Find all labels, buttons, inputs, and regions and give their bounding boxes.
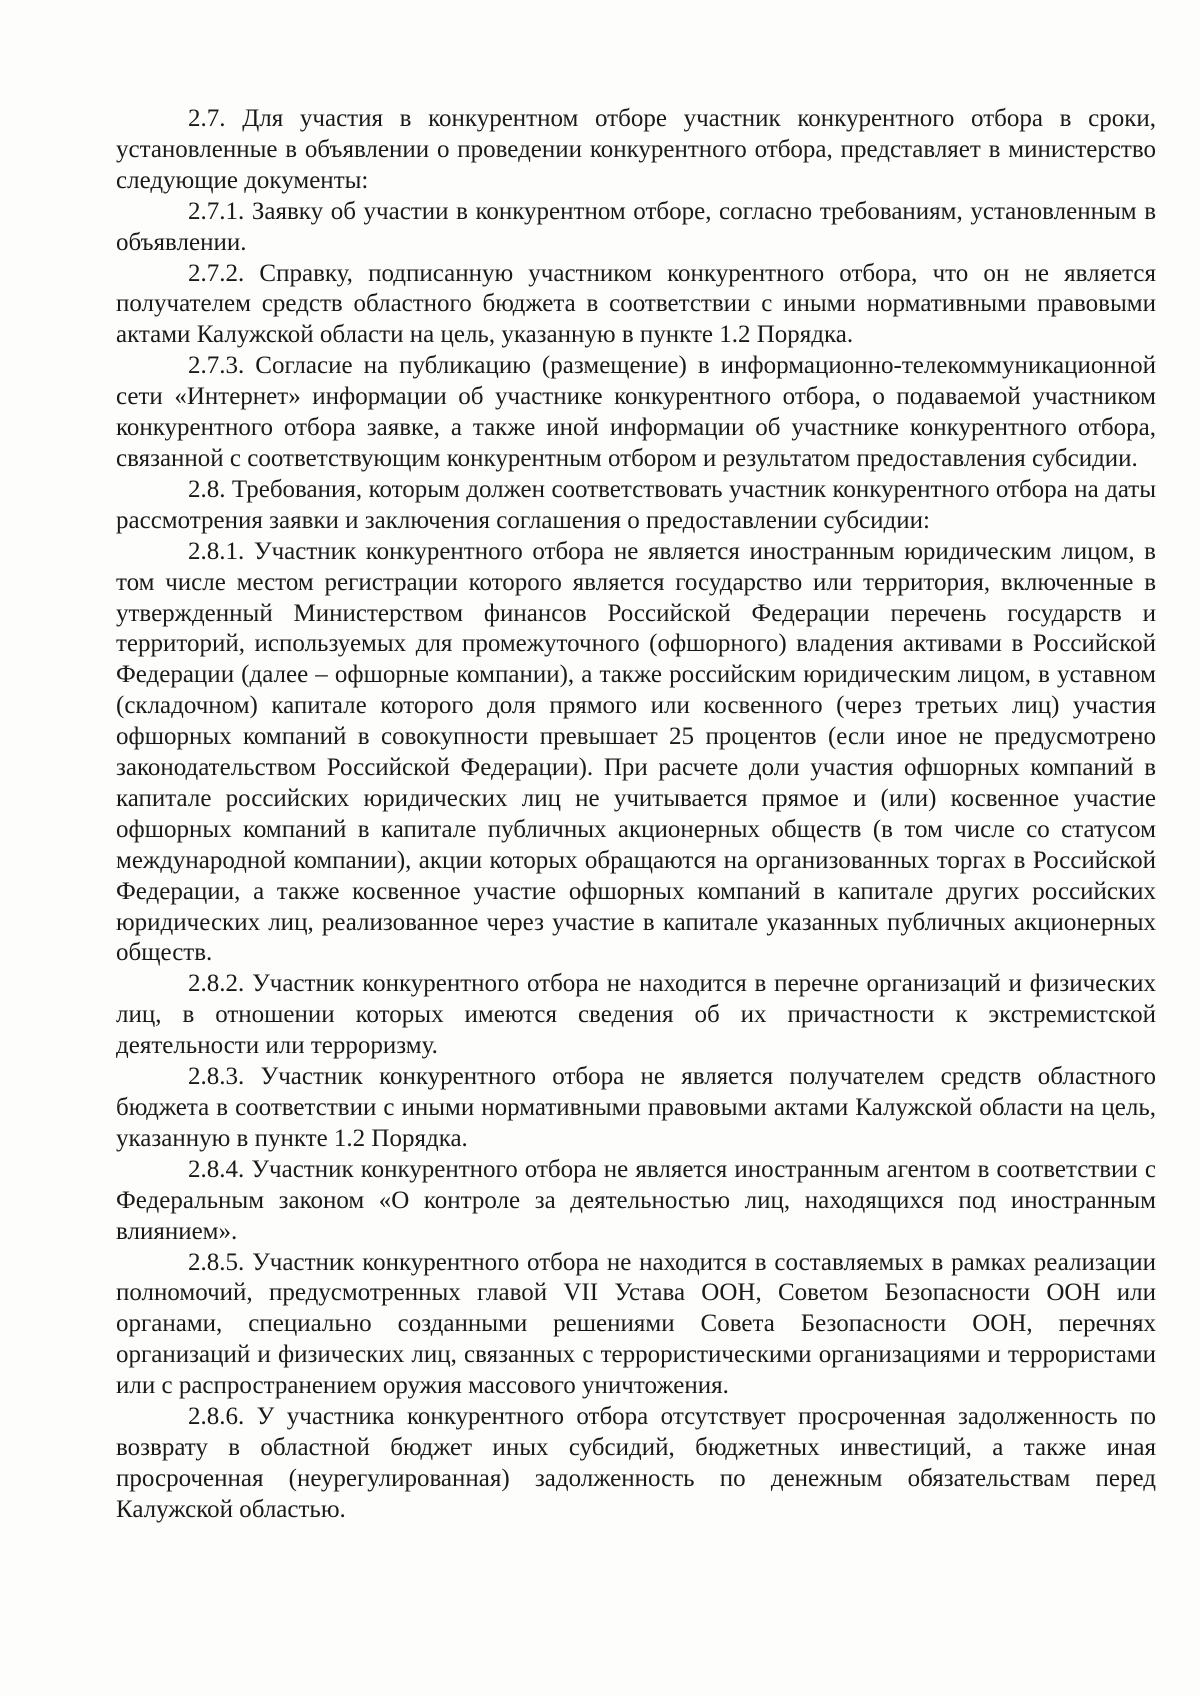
paragraph-2-8-1: 2.8.1. Участник конкурентного отбора не является иностранным юридическим лицом, в том числе местом регистрации которого является государство или территория, включенные в утвержденный Министерством финансов Российской Федерации перечень государств и территорий, используемых для промежуточного (офшорного) владения активами в Российской Федерации (далее – офшорные компании), а также российским юридическим лицом, в уставном (складочном) капитале которого доля прямого или косвенного (через третьих лиц) участия офшорных компаний в совокупности превышает 25 процентов (если иное не предусмотрено законодательством Российской Федерации). При расчете доли участия офшорных компаний в капитале российских юридических лиц не учитывается прямое и (или) косвенное участие офшорных компаний в капитале публичных акционерных обществ (в том числе со статусом международной компании), акции которых обращаются на организованных торгах в Российской Федерации, а также косвенное участие офшорных компаний в капитале других российских юридических лиц, реализованное через участие в капитале указанных публичных акционерных обществ. bbox=[116, 537, 1156, 967]
paragraph-2-7-1: 2.7.1. Заявку об участии в конкурентном отборе, согласно требованиям, установленным в объявлении. bbox=[116, 197, 1156, 256]
paragraph-2-7-3: 2.7.3. Согласие на публикацию (размещение) в информационно-телекоммуникационной сети «Интернет» информации об участнике конкурентного отбора, о подаваемой участником конкурентного отбора заявке, а также иной информации об участнике конкурентного отбора, связанной с соответствующим конкурентным отбором и результатом предоставления субсидии. bbox=[116, 352, 1156, 472]
paragraph-2-8-3: 2.8.3. Участник конкурентного отбора не является получателем средств областного бюджета в соответствии с иными нормативными правовыми актами Калужской области на цель, указанную в пункте 1.2 Порядка. bbox=[116, 1063, 1156, 1152]
paragraph-2-8: 2.8. Требования, которым должен соответствовать участник конкурентного отбора на даты рассмотрения заявки и заключения соглашения о предоставлении субсидии: bbox=[116, 475, 1156, 534]
paragraph-2-7: 2.7. Для участия в конкурентном отборе участник конкурентного отбора в сроки, установленные в объявлении о проведении конкурентного отбора, представляет в министерство следующие документы: bbox=[116, 105, 1156, 194]
paragraph-2-8-5: 2.8.5. Участник конкурентного отбора не находится в составляемых в рамках реализации полномочий, предусмотренных главой VII Устава ООН, Советом Безопасности ООН или органами, специально созданными решениями Совета Безопасности ООН, перечнях организаций и физических лиц, связанных с террористическими организациями и террористами или с распространением оружия массового уничтожения. bbox=[116, 1248, 1156, 1400]
paragraph-2-8-4: 2.8.4. Участник конкурентного отбора не является иностранным агентом в соответствии с Федеральным законом «О контроле за деятельностью лиц, находящихся под иностранным влиянием». bbox=[116, 1155, 1156, 1245]
document-body bbox=[116, 104, 1156, 1526]
paragraph-2-7-2: 2.7.2. Справку, подписанную участником конкурентного отбора, что он не является получателем средств областного бюджета в соответствии с иными нормативными правовыми актами Калужской области на цель, указанную в пункте 1.2 Порядка. bbox=[116, 259, 1156, 349]
paragraph-2-8-2: 2.8.2. Участник конкурентного отбора не находится в перечне организаций и физических лиц, в отношении которых имеются сведения об их причастности к экстремистской деятельности или терроризму. bbox=[116, 970, 1156, 1060]
paragraph-2-8-6: 2.8.6. У участника конкурентного отбора отсутствует просроченная задолженность по возврату в областной бюджет иных субсидий, бюджетных инвестиций, а также иная просроченная (неурегулированная) задолженность по денежным обязательствам перед Калужской областью. bbox=[116, 1403, 1156, 1523]
